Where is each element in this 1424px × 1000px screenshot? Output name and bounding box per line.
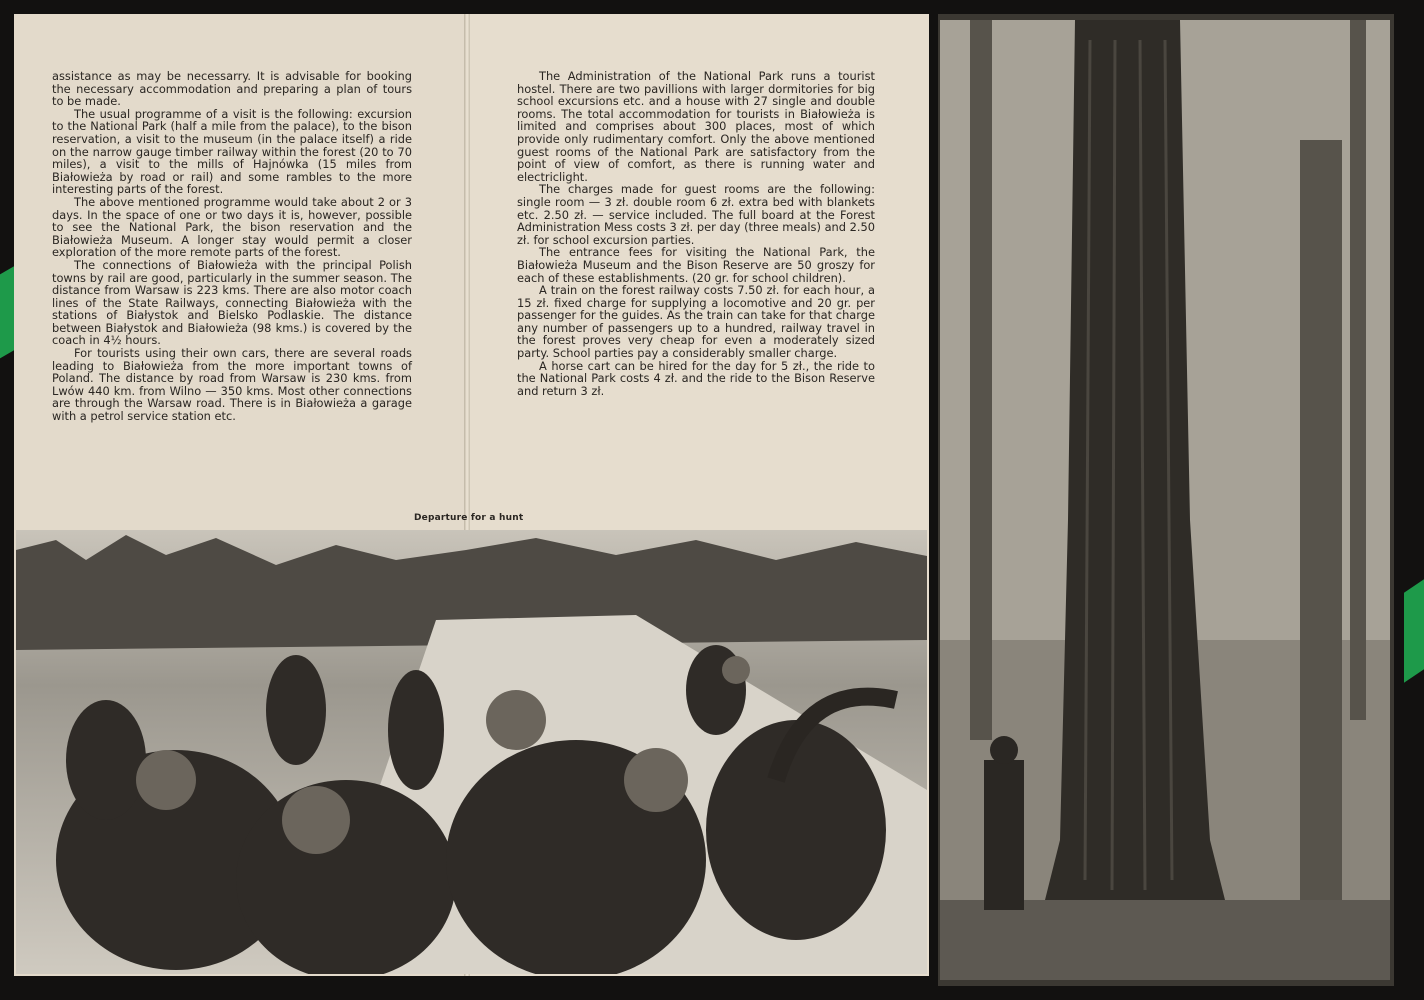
paragraph: For tourists using their own cars, there are several roads leading to Białowieża from the more important towns of Poland. The distance by road from Warsaw is 230 kms. from Lwów 440 km. from Wilno — 350 kms. Most other connections are through the Warsaw road. There is in Białowieża a garage with a petrol service station etc.	[52, 346, 412, 424]
green-stripe-right	[1404, 579, 1424, 682]
paragraph: A horse cart can be hired for the day for 5 zł., the ride to the National Park costs 4 zł. and the ride to the Bison Reserve and return 3 zł.	[517, 358, 875, 398]
paragraph: The above mentioned programme would take about 2 or 3 days. In the space of one or two days it is, however, possible to see the National Park, the bison reservation and the Białowieża Museum. A longer stay would permit a closer exploration of the more remote parts of the forest.	[52, 194, 412, 260]
paragraph: The charges made for guest rooms are the following: single room — 3 zł. double room 6 zł. extra bed with blankets etc. 2.50 zł. — service included. The full board at the Forest Administration Mess costs 3 zł. per day (three meals) and 2.50 zł. for school excursion parties.	[517, 182, 875, 247]
paragraph: The connections of Białowieża with the principal Polish towns by rail are good, particularly in the summer season. The distance from Warsaw is 223 kms. There are also motor coach lines of the State Railways, connecting Białowieża with the stations of Białystok and Bielsko Podlaskie. The distance between Białystok and Białowieża (98 kms.) is covered by the coach in 4½ hours.	[52, 257, 412, 348]
paragraph: The usual programme of a visit is the following: excursion to the National Park (half a mile from the palace), to the bison reservation, a visit to the museum (in the palace itself) a ride on the narrow gauge timber railway within the forest (20 to 70 miles), a visit to the mills of Hajnówka (15 miles from Białowieża by road or rail) and some rambles to the more interesting parts of the forest.	[52, 106, 412, 197]
forest-oak-photo	[940, 20, 1390, 980]
paragraph: The entrance fees for visiting the National Park, the Białowieża Museum and the Bison Reserve are 50 groszy for each of these establishments. (20 gr. for school children).	[517, 245, 875, 285]
text-column-right	[517, 70, 875, 397]
photo-caption: Departure for a hunt	[414, 513, 524, 523]
hunt-departure-photo	[16, 530, 927, 974]
paragraph: The Administration of the National Park runs a tourist hostel. There are two pavillions with larger dormitories for big school excursions etc. and a house with 27 single and double rooms. The total accommodation for tourists in Białowieża is limited and comprises about 300 places, most of which provide only rudimentary comfort. Only the above mentioned guest rooms of the National Park are satisfactory from the point of view of comfort, as there is running water and electriclight.	[517, 69, 875, 184]
text-column-left	[52, 70, 412, 423]
paragraph: A train on the forest railway costs 7.50 zł. for each hour, a 15 zł. fixed charge for supplying a locomotive and 20 gr. per passenger for the guides. As the train can take for that charge any number of passengers up to a hundred, railway travel in the forest proves very cheap for even a moderately sized party. School parties pay a considerably smaller charge.	[517, 283, 875, 361]
paragraph: assistance as may be necessarry. It is advisable for booking the necessary accommodation and preparing a plan of tours to be made.	[52, 69, 412, 109]
